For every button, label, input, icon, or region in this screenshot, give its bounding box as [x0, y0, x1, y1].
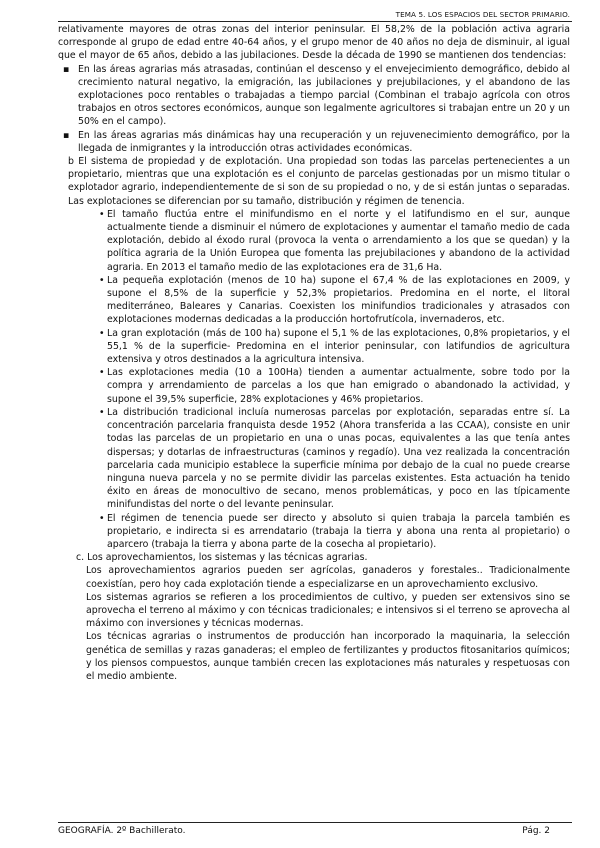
- tendencia-item: [58, 63, 570, 129]
- section-b-item: [58, 327, 570, 367]
- section-c-paragraph: Los sistemas agrarios se refieren a los procedimientos de cultivo, y pueden ser extensivos sino se aprovecha el terreno al máximo y con técnicas tradicionales; e intensivos si el terreno se aprovecha al máximo con inversiones y técnicas modernas.: [86, 591, 570, 630]
- section-b-item-text: El régimen de tenencia puede ser directo y absoluto si quien trabaja la parcela también es propietario, e indirecta si es arrendatario (trabaja la tierra y abona una renta al propietario) o aparcero (trabaja la tierra y abona parte de la cosecha al propietario).: [107, 512, 570, 550]
- sub-bullet-marker: •: [99, 208, 105, 220]
- footer-subject: GEOGRAFÍA. 2º Bachillerato.: [58, 826, 186, 836]
- intro-paragraph: relativamente mayores de otras zonas del interior peninsular. El 58,2% de la población activa agraria corresponde al grupo de edad entre 40-64 años, y el grupo menor de 40 años no deja de disminuir, al igual que el mayor de 65 años, debido a las jubilaciones. Desde la década de 1990 se mantienen dos tendencias:: [58, 24, 570, 62]
- tendencia-text: En las áreas agrarias más dinámicas hay una recuperación y un rejuvenecimiento demográfico, por la llegada de inmigrantes y la introducción otras actividades económicas.: [78, 129, 570, 154]
- section-c-paragraph: Los técnicas agrarias o instrumentos de producción han incorporado la maquinaria, la selección genética de semillas y razas ganaderas; el empleo de fertilizantes y productos fitosanitarios químicos; y los piensos compuestos, aunque también crecen las explotaciones más naturales y respetuosas con el medio ambiente.: [86, 631, 570, 682]
- section-b-item-text: La distribución tradicional incluía numerosas parcelas por explotación, separadas entre sí. La concentración parcelaria franquista desde 1952 (Ahora transferida a las CCAA), consiste en unir todas las parcelas de un propietario en una o unas pocas, equivalentes a las que tenía antes dispersas; y dotarlas de infraestructuras (caminos y regadío). Una vez realizada la concentración parcelaria cada municipio establece la superficie mínima por debajo de la cual no puede crearse ninguna nueva parcela y no se permite dividir las parcelas existentes. Esta actuación ha tenido éxito en áreas de monocultivo de secano, menos problemáticas, y poco en las típicamente minifundistas del norte o del levante peninsular.: [107, 406, 570, 511]
- section-b-item: [58, 406, 570, 512]
- section-b-item: [58, 274, 570, 327]
- section-c-paragraph: Los aprovechamientos agrarios pueden ser agrícolas, ganaderos y forestales.. Tradicionalmente coexistían, pero hoy cada explotación tiende a especializarse en un aprovechamiento exclusivo.: [86, 565, 570, 590]
- section-b-intro: . Una propiedad son todas las parcelas pertenecientes a un propietario, mientras que una explotación es el conjunto de parcelas gestionadas por un mismo titular o explotador agrario, independientemente de si son de su propiedad o no, y de si están juntas o separadas. Las explotaciones se diferencian por su tamaño, distribución y régimen de tenencia.: [68, 156, 571, 207]
- page-header-title: TEMA 5. LOS ESPACIOS DEL SECTOR PRIMARIO.: [395, 10, 570, 19]
- section-b-item: [58, 512, 570, 552]
- section-b-item-text: El tamaño fluctúa entre el minifundismo en el norte y el latifundismo en el sur, aunque actualmente tiende a disminuir el número de explotaciones y aumentar el tamaño medio de cada explotación, debido al éxodo rural (provoca la venta o arrendamiento a los que se quedan) y la política agraria de la Unión Europea que fomenta las prejubilaciones y abandono de la actividad agraria. En 2013 el tamaño medio de las explotaciones era de 31,6 Ha.: [107, 208, 570, 273]
- bullet-marker: ▪: [63, 129, 70, 141]
- footer-page-number: Pág. 2: [522, 826, 550, 836]
- section-b-item-text: Las explotaciones media (10 a 100Ha) tienden a aumentar actualmente, sobre todo por la compra y arrendamiento de parcelas a los que han emigrado o abandonado la actividad, y supone el 39,5% superficie, 28% explotaciones y 46% propietarios.: [107, 367, 570, 405]
- section-c-heading: c. Los aprovechamientos, los sistemas y las técnicas agrarias.: [76, 552, 368, 564]
- bullet-marker: ▪: [63, 63, 70, 75]
- tendencia-item: [58, 129, 570, 155]
- sub-bullet-marker: •: [99, 274, 105, 286]
- section-b-paragraph: [58, 155, 570, 208]
- section-b-item: [58, 366, 570, 406]
- header-rule: [58, 21, 572, 22]
- sub-bullet-marker: •: [99, 327, 105, 339]
- tendencia-text: En las áreas agrarias más atrasadas, continúan el descenso y el envejecimiento demográfico, debido al crecimiento natural negativo, la emigración, las jubilaciones y prejubilaciones, y el abandono de las explotaciones poco rentables o trabajadas a tiempo parcial (Combinan el trabajo agrícola con otros trabajos en otros sectores económicos, aunque son legalmente agricultores si trabajan entre un 20 y un 50% en el campo).: [78, 63, 570, 128]
- section-b-item-text: La pequeña explotación (menos de 10 ha) supone el 67,4 % de las explotaciones en 2009, y supone el 8,5% de la superficie y 52,3% propietarios. Predomina en el norte, el litoral mediterráneo, Baleares y Canarias. Coexisten los minifundios tradicionales y atrasados con explotaciones modernas dedicadas a la producción hortofrutícola, invernaderos, etc.: [107, 274, 570, 326]
- section-b-item-text: La gran explotación (más de 100 ha) supone el 5,1 % de las explotaciones, 0,8% propietarios, y el 55,1 % de la superficie- Predomina en el interior peninsular, con latifundios de agricultura extensiva y otros destinados a la agricultura intensiva.: [107, 327, 570, 366]
- sub-bullet-marker: •: [99, 512, 105, 524]
- section-b-heading: b El sistema de propiedad y de explotación: [68, 156, 280, 168]
- document-body: [58, 23, 570, 683]
- section-b-item: [58, 208, 570, 274]
- sub-bullet-marker: •: [99, 406, 105, 418]
- sub-bullet-marker: •: [99, 367, 105, 379]
- footer-rule: [58, 822, 572, 823]
